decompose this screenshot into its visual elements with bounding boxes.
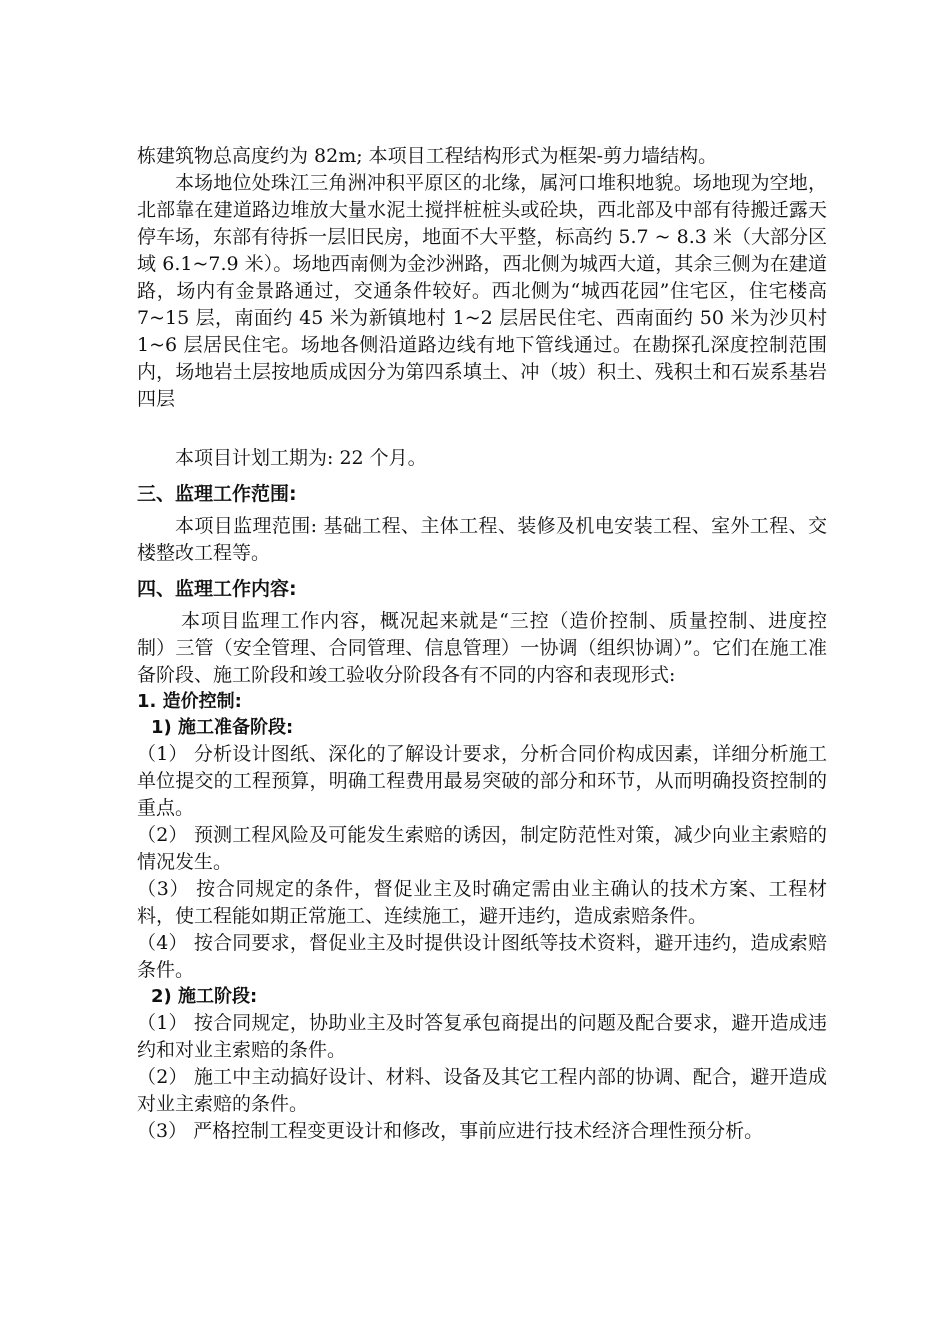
- phase-2-point: （2） 施工中主动搞好设计、材料、设备及其它工程内部的协调、配合，避开造成对业主索赔的条件。: [137, 1066, 827, 1115]
- document-page: [137, 143, 827, 1145]
- phase-2-heading: 2) 施工阶段:: [151, 986, 258, 1007]
- phase-1-heading: 1) 施工准备阶段:: [151, 717, 294, 738]
- phase-1-point: （2） 预测工程风险及可能发生索赔的诱因，制定防范性对策，减少向业主索赔的情况发生。: [137, 824, 827, 873]
- intro-line: 栋建筑物总高度约为 82m; 本项目工程结构形式为框架-剪力墙结构。: [137, 145, 718, 167]
- spacer: [137, 567, 827, 576]
- phase-1-point: （1） 分析设计图纸、深化的了解设计要求，分析合同价构成因素，详细分析施工单位提交的工程预算，明确工程费用最易突破的部分和环节，从而明确投资控制的重点。: [137, 743, 827, 819]
- spacer: [137, 413, 827, 445]
- section-3-body: 本项目监理范围: 基础工程、主体工程、装修及机电安装工程、室外工程、交楼整改工程等。: [137, 515, 827, 564]
- section-3-heading: 三、监理工作范围:: [137, 483, 297, 505]
- schedule-paragraph: 本项目计划工期为: 22 个月。: [175, 447, 427, 469]
- phase-1-point: （3） 按合同规定的条件，督促业主及时确定需由业主确认的技术方案、工程材料，使工程能如期正常施工、连续施工，避开违约，造成索赔条件。: [137, 878, 827, 927]
- spacer: [137, 472, 827, 481]
- phase-1-point: （4） 按合同要求，督促业主及时提供设计图纸等技术资料，避开违约，造成索赔条件。: [137, 932, 827, 981]
- site-description-paragraph: 本场地位处珠江三角洲冲积平原区的北缘，属河口堆积地貌。场地现为空地，北部靠在建道路边堆放大量水泥土搅拌桩桩头或砼块，西北部及中部有待搬迁露天停车场，东部有待拆一层旧民房，地面不大平整，标高约 5.7 ~ 8.3 米（大部分区域 6.1~7.9 米）。场地西南侧为金沙洲路，西北侧为城西大道，其余三侧为在建道路，场内有金景路通过，交通条件较好。西北侧为“城西花园”住宅区，住宅楼高 7~15 层，南面约 45 米为新镇地村 1~2 层居民住宅、西南面约 50 米为沙贝村 1~6 层居民住宅。场地各侧沿道路边线有地下管线通过。在勘探孔深度控制范围内，场地岩土层按地质成因分为第四系填土、冲（坡）积土、残积土和石炭系基岩四层: [137, 172, 827, 410]
- phase-2-point: （1） 按合同规定，协助业主及时答复承包商提出的问题及配合要求，避开造成违约和对业主索赔的条件。: [137, 1012, 827, 1061]
- section-4-heading: 四、监理工作内容:: [137, 578, 297, 600]
- item-1-heading: 1. 造价控制:: [137, 691, 242, 712]
- phase-2-point: （3） 严格控制工程变更设计和修改，事前应进行技术经济合理性预分析。: [137, 1120, 764, 1142]
- section-4-body: 本项目监理工作内容，概况起来就是“三控（造价控制、质量控制、进度控制）三管（安全管理、合同管理、信息管理）一协调（组织协调）”。它们在施工准备阶段、施工阶段和竣工验收分阶段各有不同的内容和表现形式:: [137, 610, 827, 686]
